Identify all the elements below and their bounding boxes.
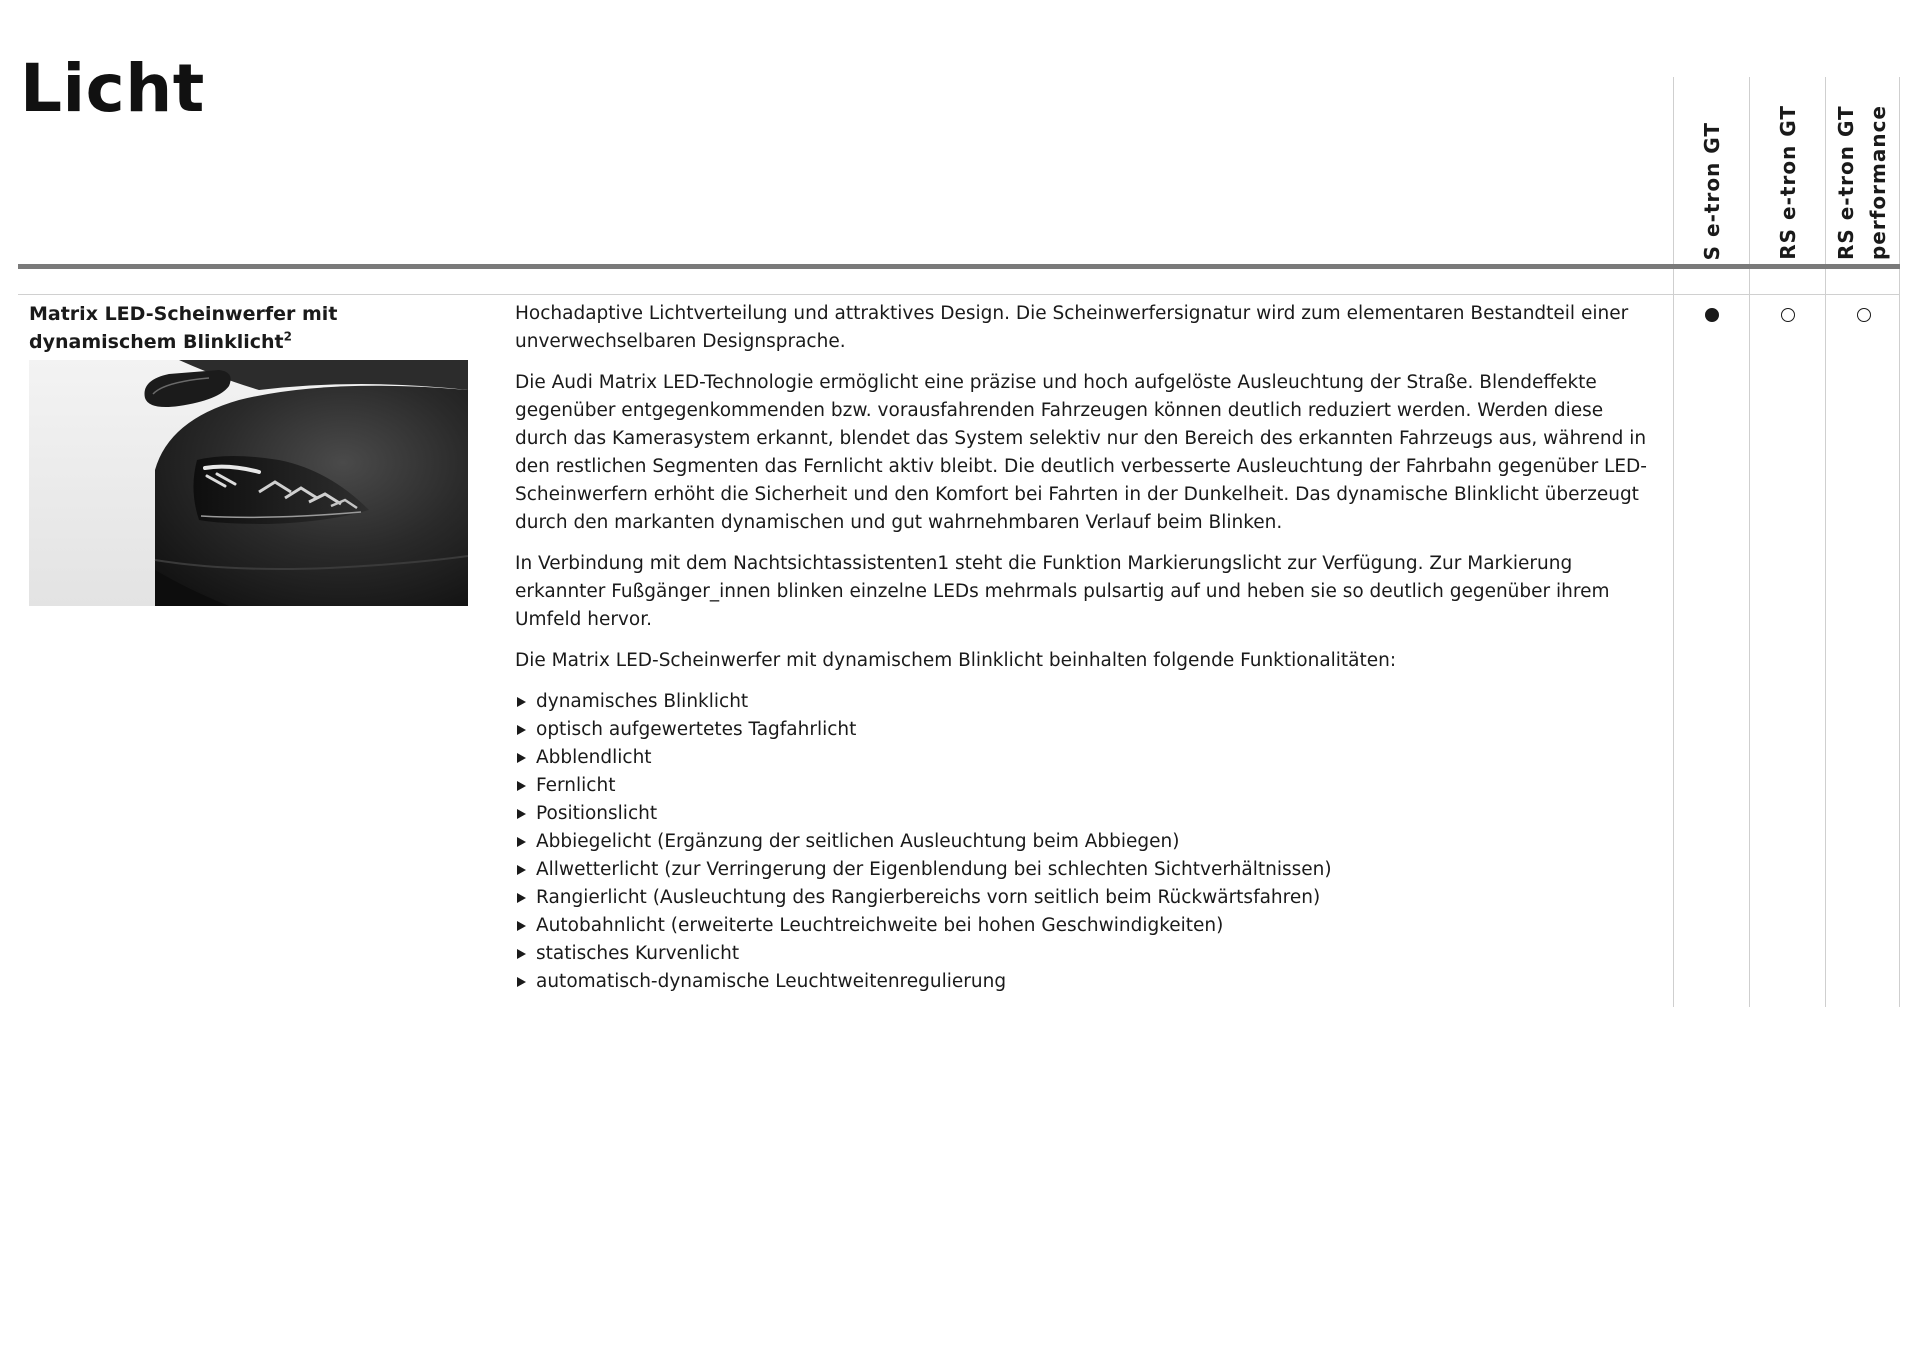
list-item: statisches Kurvenlicht bbox=[515, 940, 1660, 968]
list-item: Abbiegelicht (Ergänzung der seitlichen Ausleuchtung beim Abbiegen) bbox=[515, 828, 1660, 856]
column-header-rs-etron-gt-performance bbox=[1826, 82, 1898, 260]
footnote-marker: 2 bbox=[283, 329, 292, 344]
headlight-illustration bbox=[29, 360, 468, 606]
list-item: automatisch-dynamische Leuchtweitenregulierung bbox=[515, 968, 1660, 996]
column-header-rs-etron-gt bbox=[1752, 82, 1824, 260]
availability-indicator-rs-etron-gt bbox=[1781, 308, 1795, 322]
availability-indicator-s-etron-gt bbox=[1705, 308, 1719, 322]
description-paragraph: Die Matrix LED-Scheinwerfer mit dynamischem Blinklicht beinhalten folgende Funktionalitäten: bbox=[515, 650, 1397, 671]
feature-title bbox=[29, 300, 469, 356]
column-header-label: RS e-tron GT bbox=[1776, 105, 1800, 260]
list-item: Autobahnlicht (erweiterte Leuchtreichweite bei hohen Geschwindigkeiten) bbox=[515, 912, 1660, 940]
list-item: Positionslicht bbox=[515, 800, 1660, 828]
column-header-label: S e-tron GT bbox=[1700, 121, 1724, 260]
column-divider bbox=[1673, 77, 1674, 1007]
availability-indicator-rs-etron-gt-performance bbox=[1857, 308, 1871, 322]
column-divider bbox=[1749, 77, 1750, 1007]
description-paragraph: Die Audi Matrix LED-Technologie ermöglicht eine präzise und hoch aufgelöste Ausleuchtung der Straße. Blendeffekte gegenüber entgegenkommenden bzw. vorausfahrenden Fahrzeugen können deutlich reduziert werden. Werden diese durch das Kamerasystem erkannt, blendet das System selektiv nur den Bereich des erkannten Fahrzeugs aus, während in den restlichen Segmenten das Fernlicht aktiv bleibt. Die deutlich verbesserte Ausleuchtung der Fahrbahn gegenüber LED-Scheinwerfern erhöht die Sicherheit und den Komfort bei Fahrten in der Dunkelheit. Das dynamische Blinklicht überzeugt durch den markanten dynamischen und gut wahrnehmbaren Verlauf beim Blinken. bbox=[515, 372, 1647, 533]
description-paragraph: In Verbindung mit dem Nachtsichtassistenten1 steht die Funktion Markierungslicht zur Verfügung. Zur Markierung erkannter Fußgänger_innen blinken einzelne LEDs mehrmals pulsartig auf und heben sie so deutlich gegenüber ihrem Umfeld hervor. bbox=[515, 553, 1610, 630]
column-header-s-etron-gt bbox=[1676, 82, 1748, 260]
header-divider bbox=[18, 264, 1900, 269]
list-item: Rangierlicht (Ausleuchtung des Rangierbereichs vorn seitlich beim Rückwärtsfahren) bbox=[515, 884, 1660, 912]
list-item: optisch aufgewertetes Tagfahrlicht bbox=[515, 716, 1660, 744]
list-item: Abblendlicht bbox=[515, 744, 1660, 772]
feature-title-text: Matrix LED-Scheinwerfer mit dynamischem Blinklicht bbox=[29, 303, 338, 353]
list-item: Allwetterlicht (zur Verringerung der Eigenblendung bei schlechten Sichtverhältnissen) bbox=[515, 856, 1660, 884]
feature-description bbox=[515, 300, 1660, 996]
list-item: Fernlicht bbox=[515, 772, 1660, 800]
list-item: dynamisches Blinklicht bbox=[515, 688, 1660, 716]
function-list bbox=[515, 688, 1660, 996]
row-divider bbox=[18, 294, 1900, 295]
headlight-image bbox=[29, 360, 468, 606]
description-paragraph: Hochadaptive Lichtverteilung und attraktives Design. Die Scheinwerfersignatur wird zum elementaren Bestandteil einer unverwechselbaren Designsprache. bbox=[515, 303, 1629, 352]
column-divider bbox=[1899, 77, 1900, 1007]
page-title: Licht bbox=[20, 50, 205, 127]
column-header-label: RS e-tron GT performance bbox=[1834, 104, 1890, 260]
